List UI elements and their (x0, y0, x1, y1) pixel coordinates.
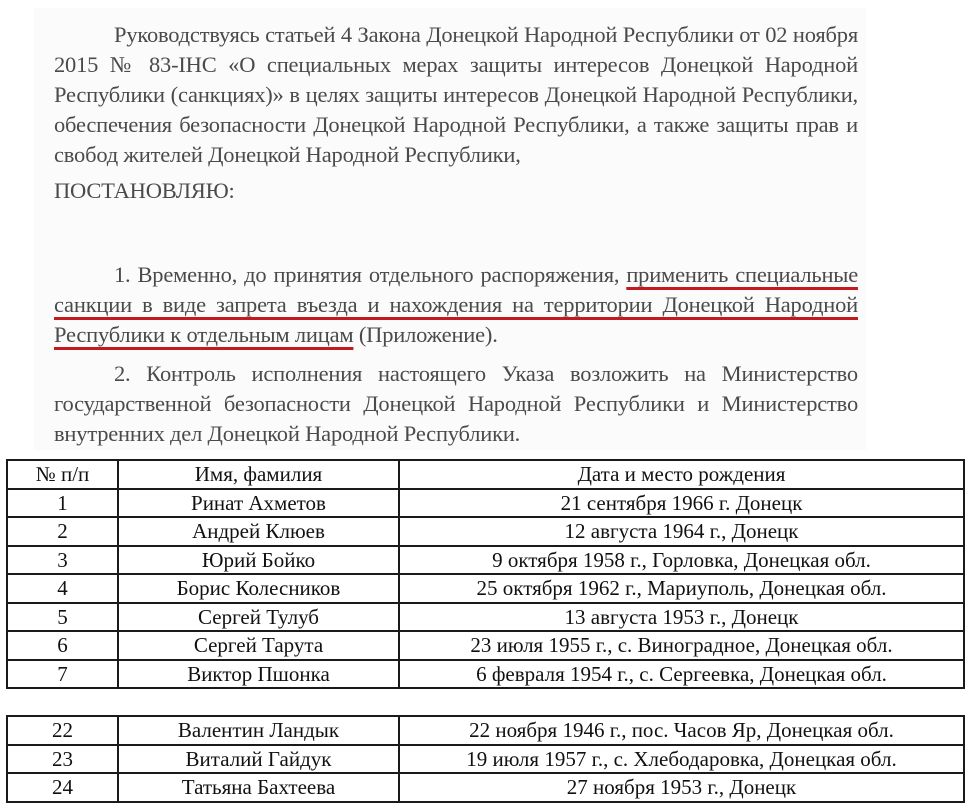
cell-birth: 25 октября 1962 г., Мариуполь, Донецкая обл. (399, 574, 964, 603)
cell-name: Валентин Ландык (118, 716, 399, 745)
header-name: Имя, фамилия (118, 460, 399, 489)
cell-number: 3 (7, 546, 118, 575)
header-birth: Дата и место рождения (399, 460, 964, 489)
preamble-paragraph (54, 20, 858, 170)
clause-2-text: 2. Контроль исполнения настоящего Указа возложить на Министерство государственной безопасности Донецкой Народной Республики и Министерство внутренних дел Донецкой Народной Республики. (54, 361, 858, 446)
cell-number: 4 (7, 574, 118, 603)
table-row (7, 546, 964, 575)
table-row (7, 716, 964, 745)
clause-1-highlighted-text: применить специальные санкции в виде запрета въезда и нахождения на территории Донецкой Народной Республики к отдельным лицам (54, 262, 858, 347)
table-row (7, 631, 964, 660)
cell-birth: 27 ноября 1953 г., Донецк (399, 773, 964, 802)
table-header-row (7, 460, 964, 489)
cell-name: Виктор Пшонка (118, 660, 399, 689)
cell-birth: 13 августа 1953 г., Донецк (399, 603, 964, 632)
cell-name: Виталий Гайдук (118, 745, 399, 774)
cell-number: 7 (7, 660, 118, 689)
table-row (7, 773, 964, 802)
cell-name: Сергей Тарута (118, 631, 399, 660)
preamble-line-5: защиты прав и свобод жителей Донецкой Народной Республики, (54, 112, 858, 167)
cell-number: 6 (7, 631, 118, 660)
clause-1-suffix: (Приложение). (353, 322, 498, 347)
table-row (7, 574, 964, 603)
clause-1-prefix: 1. Временно, до принятия отдельного распоряжения, (114, 262, 627, 287)
cell-name: Андрей Клюев (118, 517, 399, 546)
table-row (7, 489, 964, 518)
table-row (7, 603, 964, 632)
cell-name: Ринат Ахметов (118, 489, 399, 518)
cell-number: 23 (7, 745, 118, 774)
cell-name: Сергей Тулуб (118, 603, 399, 632)
decree-text-scan (34, 8, 866, 450)
sanctions-list-table (6, 459, 965, 689)
cell-number: 22 (7, 716, 118, 745)
clause-2-paragraph (54, 359, 858, 449)
preamble-line-1: Руководствуясь статьей 4 Закона Донецкой Народной Республики от (114, 22, 760, 47)
cell-number: 2 (7, 517, 118, 546)
preamble-line-2: 02 ноября 2015 № 83-IНС «О специальных мерах защиты интересов Донецкой (54, 22, 858, 77)
clause-1-paragraph (54, 260, 858, 350)
table-row (7, 660, 964, 689)
cell-number: 5 (7, 603, 118, 632)
cell-birth: 6 февраля 1954 г., с. Сергеевка, Донецкая обл. (399, 660, 964, 689)
cell-birth: 9 октября 1958 г., Горловка, Донецкая обл. (399, 546, 964, 575)
header-number: № п/п (7, 460, 118, 489)
cell-name: Татьяна Бахтеева (118, 773, 399, 802)
cell-birth: 12 августа 1964 г., Донецк (399, 517, 964, 546)
cell-birth: 23 июля 1955 г., с. Виноградное, Донецкая обл. (399, 631, 964, 660)
cell-birth: 19 июля 1957 г., с. Хлебодаровка, Донецкая обл. (399, 745, 964, 774)
table-row (7, 517, 964, 546)
decree-heading: ПОСТАНОВЛЯЮ: (54, 178, 235, 203)
cell-name: Юрий Бойко (118, 546, 399, 575)
sanctions-list-table-continued (6, 715, 965, 803)
cell-name: Борис Колесников (118, 574, 399, 603)
table-row (7, 745, 964, 774)
cell-number: 24 (7, 773, 118, 802)
cell-number: 1 (7, 489, 118, 518)
cell-birth: 21 сентября 1966 г. Донецк (399, 489, 964, 518)
cell-birth: 22 ноября 1946 г., пос. Часов Яр, Донецкая обл. (399, 716, 964, 745)
preamble-line-3: Народной Республики (санкциях)» в целях защиты интересов Донецкой Народной (54, 52, 858, 107)
preamble-line-4: Республики, обеспечения безопасности Донецкой Народной Республики, а также (54, 82, 858, 137)
